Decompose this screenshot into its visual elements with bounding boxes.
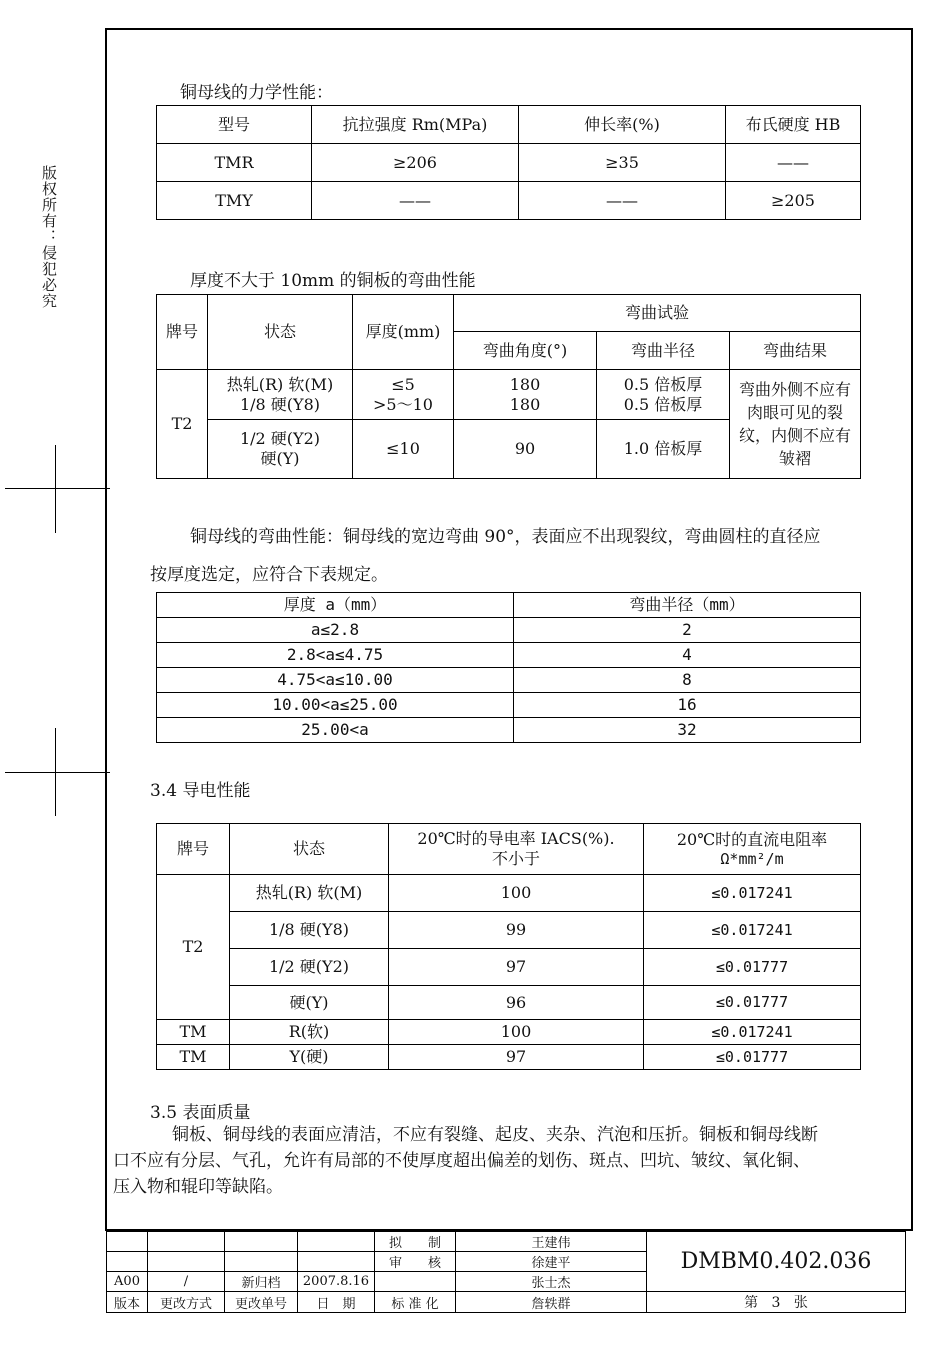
conduct-cell: ≤0.017241 bbox=[644, 1020, 861, 1045]
tb-check-label: 审 核 bbox=[375, 1252, 456, 1272]
surface-text-1: 铜板、铜母线的表面应清洁，不应有裂缝、起皮、夹杂、汽泡和压折。铜板和铜母线断 bbox=[172, 1125, 818, 1145]
bend-state-cell bbox=[208, 420, 353, 479]
conduct-cell: ≤0.017241 bbox=[644, 912, 861, 949]
conduct-h-res bbox=[644, 824, 861, 875]
busbar-radius-cell: 8 bbox=[514, 668, 861, 693]
busbar-radius-cell: 2 bbox=[514, 618, 861, 643]
tb-empty bbox=[148, 1232, 225, 1252]
mech-header-cell: 伸长率(%) bbox=[519, 106, 726, 144]
mech-cell: TMR bbox=[157, 144, 312, 182]
mech-cell: —— bbox=[726, 144, 861, 182]
tb-empty bbox=[225, 1232, 298, 1252]
tb-draw-name: 王建伟 bbox=[456, 1232, 647, 1252]
tb-empty bbox=[107, 1232, 148, 1252]
busbar-radius-header: 厚度 a（mm） bbox=[157, 593, 514, 618]
binding-crossmark-v1 bbox=[55, 445, 56, 533]
conduct-cell: ≤0.01777 bbox=[644, 949, 861, 986]
bend-angle-cell bbox=[454, 370, 597, 420]
bend-thickness-line: >5～10 bbox=[373, 394, 433, 414]
conduct-h-state: 状态 bbox=[230, 824, 389, 875]
conduct-h-res-line: 20℃时的直流电阻率 bbox=[676, 829, 828, 849]
bend-title: 厚度不大于 10mm 的铜板的弯曲性能 bbox=[190, 271, 476, 291]
bend-grade: T2 bbox=[157, 370, 208, 479]
busbar-radius-cell: 16 bbox=[514, 693, 861, 718]
conduct-h-iacs-line: 不小于 bbox=[491, 849, 540, 868]
busbar-radius-cell: 32 bbox=[514, 718, 861, 743]
bend-h-result: 弯曲结果 bbox=[730, 332, 861, 370]
conduct-title: 3.4 导电性能 bbox=[150, 781, 251, 801]
bend-h-thickness: 厚度(mm) bbox=[353, 295, 454, 370]
bend-thickness-line: ≤5 bbox=[391, 374, 415, 394]
conduct-cell: ≤0.01777 bbox=[644, 1045, 861, 1070]
tb-approve-name: 张士杰 bbox=[456, 1272, 647, 1292]
tb-sheet bbox=[647, 1292, 906, 1313]
conduct-table bbox=[156, 823, 861, 1070]
bend-state-cell bbox=[208, 370, 353, 420]
tb-rev-mode: / bbox=[148, 1272, 225, 1292]
conduct-cell: 1/8 硬(Y8) bbox=[230, 912, 389, 949]
tb-rev-date: 2007.8.16 bbox=[298, 1272, 375, 1292]
tb-empty bbox=[298, 1252, 375, 1272]
bend-h-state: 状态 bbox=[208, 295, 353, 370]
bend-radius-line: 0.5 倍板厚 bbox=[623, 374, 703, 394]
busbar-bend-text-2: 按厚度选定，应符合下表规定。 bbox=[150, 565, 388, 585]
bend-thickness-cell bbox=[353, 370, 454, 420]
bend-radius-line: 0.5 倍板厚 bbox=[623, 394, 703, 414]
tb-h-version: 版本 bbox=[107, 1292, 148, 1313]
bend-h-radius: 弯曲半径 bbox=[597, 332, 730, 370]
mech-header-cell: 布氏硬度 HB bbox=[726, 106, 861, 144]
busbar-radius-cell: a≤2.8 bbox=[157, 618, 514, 643]
mech-header-cell: 抗拉强度 Rm(MPa) bbox=[312, 106, 519, 144]
conduct-cell: 硬(Y) bbox=[230, 986, 389, 1020]
copyright-side-note: 版权所有：侵犯必究 bbox=[40, 165, 58, 309]
conduct-cell: 100 bbox=[389, 875, 644, 912]
bend-state-line: 硬(Y) bbox=[260, 449, 300, 468]
conduct-h-iacs bbox=[389, 824, 644, 875]
bend-state-line: 1/2 硬(Y2) bbox=[239, 429, 321, 448]
mech-cell: ≥206 bbox=[312, 144, 519, 182]
busbar-radius-header: 弯曲半径（mm） bbox=[514, 593, 861, 618]
tb-sheet-no: 3 bbox=[771, 1295, 781, 1311]
conduct-cell: 热轧(R) 软(M) bbox=[230, 875, 389, 912]
mech-cell: ≥35 bbox=[519, 144, 726, 182]
bend-radius-cell: 1.0 倍板厚 bbox=[597, 420, 730, 479]
tb-sheet-suffix: 张 bbox=[793, 1295, 808, 1311]
tb-empty bbox=[375, 1272, 456, 1292]
tb-empty bbox=[107, 1252, 148, 1272]
tb-draw-label: 拟 制 bbox=[375, 1232, 456, 1252]
conduct-cell: TM bbox=[157, 1045, 230, 1070]
conduct-cell: 97 bbox=[389, 1045, 644, 1070]
busbar-radius-cell: 4.75<a≤10.00 bbox=[157, 668, 514, 693]
binding-crossmark-h1 bbox=[5, 488, 110, 489]
bend-angle-line: 180 bbox=[509, 394, 541, 414]
mech-cell: —— bbox=[312, 182, 519, 220]
tb-h-date: 日 期 bbox=[298, 1292, 375, 1313]
conduct-h-iacs-line: 20℃时的导电率 IACS(%). bbox=[417, 829, 615, 848]
bend-state-line: 热轧(R) 软(M) bbox=[226, 374, 334, 394]
tb-empty bbox=[148, 1252, 225, 1272]
bend-angle-line: 180 bbox=[509, 374, 541, 394]
tb-std-name: 詹轶群 bbox=[456, 1292, 647, 1313]
busbar-radius-cell: 4 bbox=[514, 643, 861, 668]
bend-radius-cell bbox=[597, 370, 730, 420]
busbar-radius-cell: 10.00<a≤25.00 bbox=[157, 693, 514, 718]
bend-h-test: 弯曲试验 bbox=[454, 295, 861, 332]
mech-cell: ≥205 bbox=[726, 182, 861, 220]
conduct-t2-grade: T2 bbox=[157, 875, 230, 1020]
tb-rev-version: A00 bbox=[107, 1272, 148, 1292]
conduct-cell: 96 bbox=[389, 986, 644, 1020]
conduct-cell: 100 bbox=[389, 1020, 644, 1045]
conduct-cell: TM bbox=[157, 1020, 230, 1045]
conduct-cell: 97 bbox=[389, 949, 644, 986]
tb-h-no: 更改单号 bbox=[225, 1292, 298, 1313]
busbar-bend-text-1: 铜母线的弯曲性能：铜母线的宽边弯曲 90°，表面应不出现裂纹，弯曲圆柱的直径应 bbox=[190, 527, 821, 547]
bend-table bbox=[156, 294, 861, 479]
binding-crossmark-h2 bbox=[5, 772, 110, 773]
tb-h-mode: 更改方式 bbox=[148, 1292, 225, 1313]
surface-text-2: 口不应有分层、气孔，允许有局部的不使厚度超出偏差的划伤、斑点、凹坑、皱纹、氧化铜、 bbox=[113, 1151, 810, 1171]
tb-check-name: 徐建平 bbox=[456, 1252, 647, 1272]
bend-h-angle: 弯曲角度(°) bbox=[454, 332, 597, 370]
conduct-cell: Y(硬) bbox=[230, 1045, 389, 1070]
surface-text-3: 压入物和辊印等缺陷。 bbox=[113, 1177, 283, 1197]
mech-table bbox=[156, 105, 861, 220]
tb-empty bbox=[298, 1232, 375, 1252]
tb-sheet-prefix: 第 bbox=[744, 1295, 759, 1311]
mech-cell: —— bbox=[519, 182, 726, 220]
conduct-cell: R(软) bbox=[230, 1020, 389, 1045]
tb-rev-no: 新归档 bbox=[225, 1272, 298, 1292]
busbar-radius-cell: 25.00<a bbox=[157, 718, 514, 743]
title-block bbox=[106, 1231, 906, 1313]
mech-title: 铜母线的力学性能： bbox=[180, 83, 333, 103]
bend-h-grade: 牌号 bbox=[157, 295, 208, 370]
mech-header-cell: 型号 bbox=[157, 106, 312, 144]
tb-empty bbox=[225, 1252, 298, 1272]
conduct-cell: 1/2 硬(Y2) bbox=[230, 949, 389, 986]
bend-result: 弯曲外侧不应有肉眼可见的裂纹，内侧不应有皱褶 bbox=[730, 370, 861, 479]
surface-title: 3.5 表面质量 bbox=[150, 1103, 251, 1123]
tb-doc-number: DMBM0.402.036 bbox=[647, 1232, 906, 1292]
busbar-radius-table bbox=[156, 592, 861, 743]
binding-crossmark-v2 bbox=[55, 728, 56, 816]
bend-thickness-cell: ≤10 bbox=[353, 420, 454, 479]
bend-state-line: 1/8 硬(Y8) bbox=[239, 394, 321, 414]
conduct-h-res-line: Ω*mm²/m bbox=[720, 849, 784, 868]
conduct-h-grade: 牌号 bbox=[157, 824, 230, 875]
busbar-radius-cell: 2.8<a≤4.75 bbox=[157, 643, 514, 668]
bend-angle-cell: 90 bbox=[454, 420, 597, 479]
conduct-cell: ≤0.01777 bbox=[644, 986, 861, 1020]
mech-cell: TMY bbox=[157, 182, 312, 220]
tb-std-label: 标 准 化 bbox=[375, 1292, 456, 1313]
conduct-cell: ≤0.017241 bbox=[644, 875, 861, 912]
conduct-cell: 99 bbox=[389, 912, 644, 949]
